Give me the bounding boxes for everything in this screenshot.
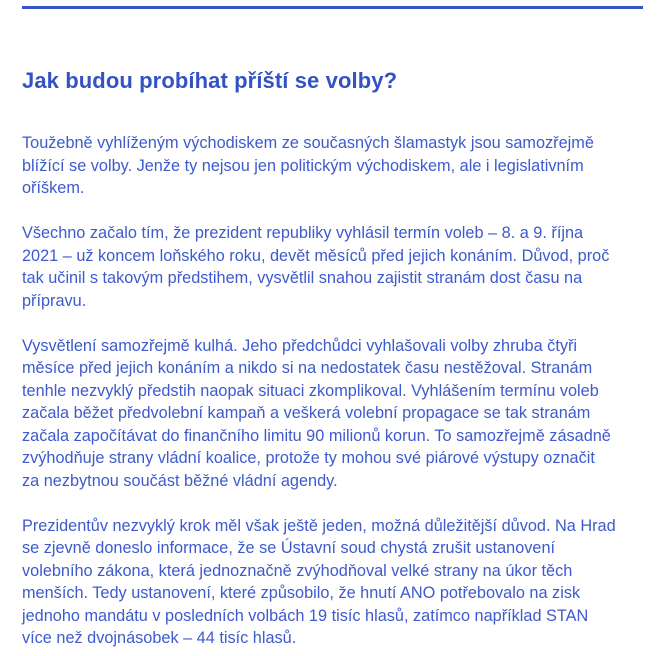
paragraph-line: více než dvojnásobek – 44 tisíc hlasů. [22,629,297,647]
paragraph-line: zvýhodňuje strany vládní koalice, protože ty mohou své piárové výstupy označit [22,449,595,467]
paragraph-4 [22,515,647,650]
paragraph-line: začala započítávat do finančního limitu 90 milionů korun. To samozřejmě zásadně [22,426,611,445]
paragraph-line: měsíce před jejich konáním a nikdo si na nedostatek času nestěžoval. Stranám [22,359,593,377]
paragraph-line: Všechno začalo tím, že prezident republiky vyhlásil termín voleb – 8. a 9. října [22,224,584,242]
paragraph-line: Vysvětlení samozřejmě kulhá. Jeho předchůdci vyhlašovali volby zhruba čtyři [22,336,578,355]
paragraph-line: menších. Tedy ustanovení, které způsobilo, že hnutí ANO potřebovalo na zisk [22,584,581,602]
paragraph-line: za nezbytnou součást běžné vládní agendy. [22,471,338,490]
paragraph-line: tak učinil s takovým předstihem, vysvětlil snahou zajistit stranám dost času na [22,269,583,287]
paragraph-line: jednoho mandátu v posledních volbách 19 tisíc hlasů, zatímco například STAN [22,606,589,625]
paragraph-line: oříškem. [22,179,85,197]
paragraph-1 [22,132,647,200]
paragraph-line: se zjevně doneslo informace, že se Ústavní soud chystá zrušit ustanovení [22,539,556,557]
article-title: Jak budou probíhat příští se volby? [22,68,398,93]
top-divider [22,6,643,9]
paragraph-line: 2021 – už koncem loňského roku, devět měsíců před jejich konáním. Důvod, proč [22,246,610,265]
paragraph-line: přípravu. [22,291,87,310]
paragraph-line: volebního zákona, která jednoznačně zvýhodňoval velké strany na úkor těch [22,561,573,580]
paragraph-line: tenhle nezvyklý předstih naopak situaci zkomplikoval. Vyhlášením termínu voleb [22,381,599,400]
paragraph-line: Prezidentův nezvyklý krok měl však ještě jeden, možná důležitější důvod. Na Hrad [22,516,616,535]
paragraph-line: začala běžet předvolební kampaň a veškerá volební propagace se tak stranám [22,404,591,422]
paragraph-2 [22,222,647,312]
paragraph-line: Toužebně vyhlíženým východiskem ze současných šlamastyk jsou samozřejmě [22,134,594,152]
article [22,64,647,650]
paragraph-line: blížící se volby. Jenže ty nejsou jen politickým východiskem, ale i legislativním [22,156,584,175]
paragraph-3 [22,335,647,493]
